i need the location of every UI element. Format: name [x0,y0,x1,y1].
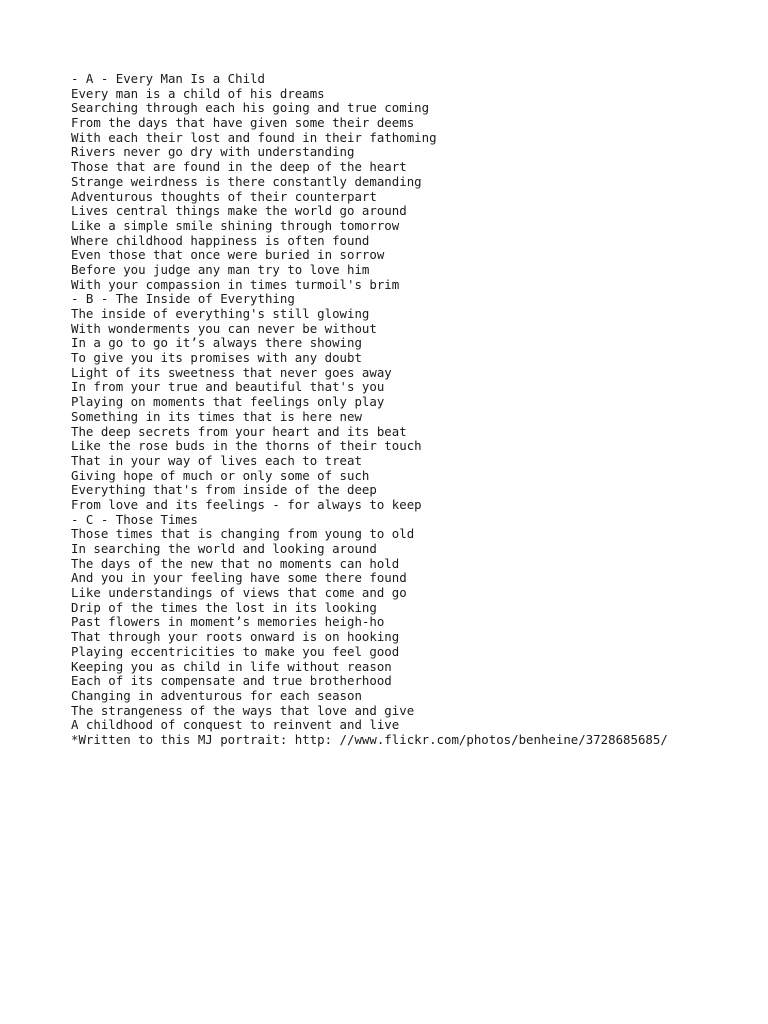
poem-line: Giving hope of much or only some of such [71,467,370,483]
poem-line: In searching the world and looking around [71,541,377,556]
poem-line: Playing on moments that feelings only play [71,394,385,410]
poem-line: In a go to go it’s always there showing [71,335,362,351]
poem-line: Playing eccentricities to make you feel good [71,643,400,659]
poem-line: Those that are found in the deep of the heart [71,159,407,175]
poem-line: From love and its feelings - for always to keep [71,496,422,512]
poem-line: Like the rose buds in the thorns of their touch [71,438,422,454]
poem-line: Light of its sweetness that never goes away [71,364,392,380]
poem-line: Those times that is changing from young to old [71,526,415,542]
poem-line: Something in its times that is here new [71,408,362,424]
poem-line: Before you judge any man try to love him [71,261,370,277]
poem-line: With your compassion in times turmoil's brim [71,276,400,292]
poem-line: Like understandings of views that come and go [71,585,407,601]
poem-line: Each of its compensate and true brotherhood [71,673,392,689]
poem-line: In from your true and beautiful that's you [71,379,385,395]
poem-line: The deep secrets from your heart and its beat [71,423,407,439]
footnote-line: *Written to this MJ portrait: http: //www.flickr.com/photos/benheine/3728685685/ [71,731,668,747]
poem-line: Like a simple smile shining through tomorrow [71,217,400,233]
poem-line: With wonderments you can never be without [71,320,377,336]
poem-line: Changing in adventurous for each season [71,687,362,703]
poem-line: The days of the new that no moments can hold [71,555,400,571]
poem-line: Even those that once were buried in sorrow [71,247,385,263]
poem-line: Everything that's from inside of the deep [71,482,377,498]
poem-line: Lives central things make the world go around [71,203,407,219]
poem-line: A childhood of conquest to reinvent and live [71,717,400,733]
poem-line: Adventurous thoughts of their counterpart [71,188,377,204]
poem-line: The inside of everything's still glowing [71,306,370,321]
poem-line: Drip of the times the lost in its looking [71,599,377,615]
poem-line: Searching through each his going and true coming [71,100,430,116]
poem-line: Strange weirdness is there constantly demanding [71,173,422,189]
poem-text [71,72,668,748]
poem-line: Every man is a child of his dreams [71,85,325,101]
poem-line: Where childhood happiness is often found [71,232,370,248]
poem-line: To give you its promises with any doubt [71,350,362,366]
poem-line: And you in your feeling have some there found [71,570,407,586]
poem-line: The strangeness of the ways that love and give [71,702,415,718]
poem-line: Past flowers in moment’s memories heigh-ho [71,614,385,630]
poem-line: From the days that have given some their deems [71,115,415,131]
poem-line: With each their lost and found in their fathoming [71,129,437,145]
poem-line: Rivers never go dry with understanding [71,144,355,160]
poem-line: That through your roots onward is on hooking [71,629,400,645]
section-heading: - C - Those Times [71,511,198,527]
poem-line: Keeping you as child in life without reason [71,658,392,674]
poem-line: That in your way of lives each to treat [71,452,362,468]
section-heading: - A - Every Man Is a Child [71,71,265,86]
section-heading: - B - The Inside of Everything [71,291,295,307]
